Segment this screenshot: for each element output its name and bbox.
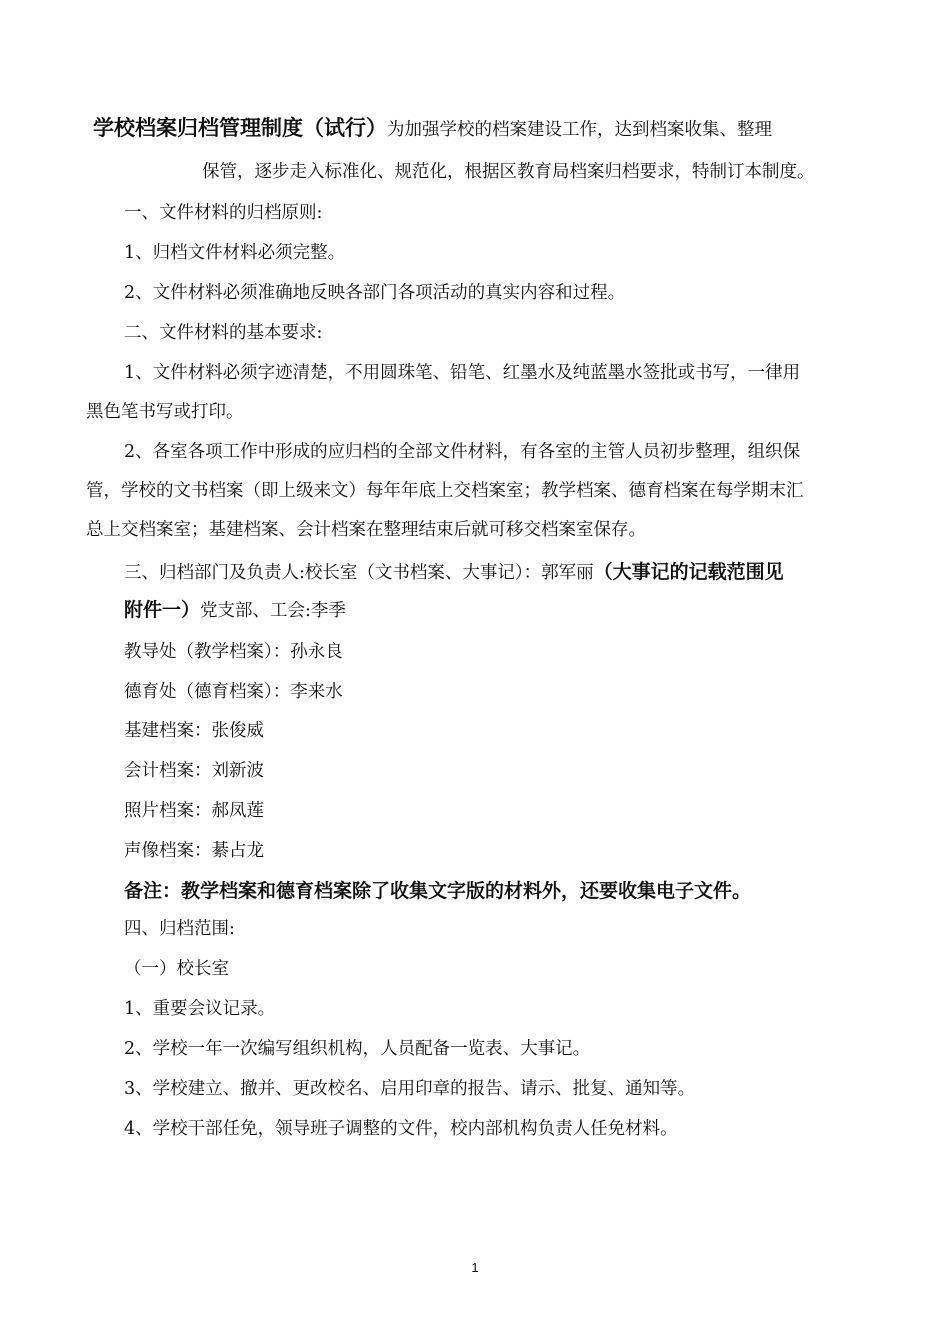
responsible-entry: 党支部、工会:李季 xyxy=(200,601,346,621)
paragraph: 2、各室各项工作中形成的应归档的全部文件材料，有各室的主管人员初步整理，组织保 xyxy=(124,442,801,462)
paragraph-continuation: 黑色笔书写或打印。 xyxy=(86,402,244,422)
responsible-entry: 照片档案：郝凤莲 xyxy=(124,801,264,821)
paragraph: 2、学校一年一次编写组织机构，人员配备一览表、大事记。 xyxy=(124,1039,591,1059)
paragraph: 1、归档文件材料必须完整。 xyxy=(124,243,346,263)
responsible-entry: 教导处（教学档案）：孙永良 xyxy=(124,642,343,662)
responsible-entry: 会计档案：刘新波 xyxy=(124,761,264,781)
bold-note: （大事记的记载范围见 xyxy=(593,561,784,583)
title-line xyxy=(93,116,772,142)
section-heading: 一、文件材料的归档原则: xyxy=(124,203,323,223)
paragraph: 4、学校干部任免，领导班子调整的文件，校内部机构负责人任免材料。 xyxy=(124,1119,678,1139)
responsible-entry: 基建档案：张俊威 xyxy=(124,721,264,741)
section-heading-line xyxy=(124,560,784,585)
responsible-entry: 声像档案：綦占龙 xyxy=(124,841,264,861)
bold-note: 附件一） xyxy=(124,599,201,621)
section-heading-continuation xyxy=(124,598,346,623)
document-title: 学校档案归档管理制度（试行） xyxy=(93,116,387,140)
section-heading: 四、归档范围: xyxy=(124,919,235,939)
paragraph: 2、文件材料必须准确地反映各部门各项活动的真实内容和过程。 xyxy=(124,283,626,303)
paragraph: 1、重要会议记录。 xyxy=(124,999,276,1019)
paragraph-continuation: 总上交档案室；基建档案、会计档案在整理结束后就可移交档案室保存。 xyxy=(86,520,646,540)
paragraph: 1、文件材料必须字迹清楚，不用圆珠笔、铅笔、红墨水及纯蓝墨水签批或书写，一律用 xyxy=(124,363,801,383)
page-number: 1 xyxy=(471,1260,479,1275)
section-heading: 二、文件材料的基本要求: xyxy=(124,323,323,343)
paragraph-continuation: 管，学校的文书档案（即上级来文）每年年底上交档案室；教学档案、德育档案在每学期末汇 xyxy=(86,481,804,501)
note-text: 备注：教学档案和德育档案除了收集文字版的材料外，还要收集电子文件。 xyxy=(124,880,752,902)
intro-continuation: 保管，逐步走入标准化、规范化，根据区教育局档案归档要求，特制订本制度。 xyxy=(202,162,815,182)
intro-text: 为加强学校的档案建设工作，达到档案收集、整理 xyxy=(387,120,772,140)
subsection-heading: （一）校长室 xyxy=(124,959,229,979)
responsible-entry: 德育处（德育档案）：李来水 xyxy=(124,682,343,702)
section-heading: 三、归档部门及负责人:校长室（文书档案、大事记）：郭军丽 xyxy=(124,563,594,583)
paragraph: 3、学校建立、撤并、更改校名、启用印章的报告、请示、批复、通知等。 xyxy=(124,1079,696,1099)
